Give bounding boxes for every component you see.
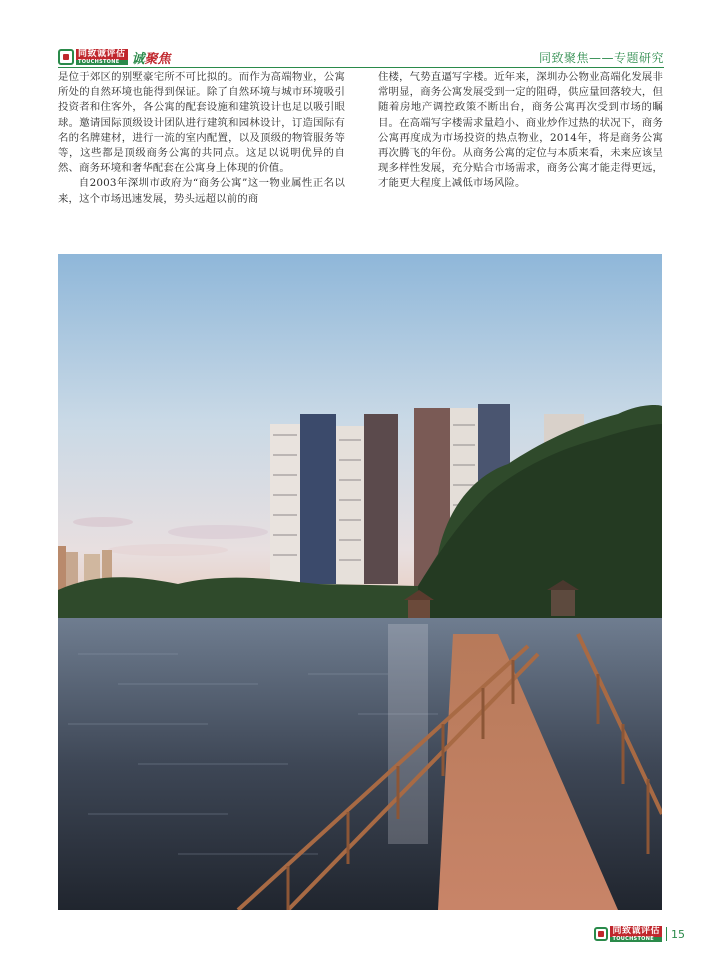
lake-boardwalk-photo (58, 254, 662, 910)
page-number: 15 (671, 927, 685, 941)
page-header (58, 48, 664, 68)
footer-logo-mark-icon (594, 927, 608, 941)
logo-chinese-name: 同致诚评估 (78, 49, 126, 59)
logo-english-name: TOUCHSTONE (76, 60, 128, 65)
paragraph: 自2003年深圳市政府为“商务公寓”这一物业属性正名以来，这个市场迅速发展，势头远超以前的商 (58, 177, 345, 205)
paragraph: 住楼，气势直逼写字楼。近年来，深圳办公物业高端化发展非常明显，商务公寓发展受到一定的阻碍，供应量回落较大，但随着房地产调控政策不断出台，商务公寓再次受到市场的瞩目。在高端写字楼需求量趋小、商业炒作过热的状况下，商务公寓再度成为市场投资的热点物业，2014年，将是商务公寓再次腾飞的年份。从商务公寓的定位与本质来看，未来应该呈现多样性发展，充分贴合市场需求，商务公寓才能走得更远，才能更大程度上减低市场风险。 (378, 71, 663, 190)
brand-logo (58, 48, 171, 66)
section-title: 同致聚焦——专题研究 (538, 51, 664, 65)
footer-logo (594, 925, 662, 943)
brand-script (132, 48, 171, 67)
footer-logo-chinese-name: 同致诚评估 (612, 926, 660, 936)
article-column-right (378, 70, 663, 192)
article-column-left (58, 70, 345, 207)
header-divider (58, 67, 664, 68)
footer-divider (666, 927, 667, 941)
paragraph: 是位于郊区的别墅豪宅所不可比拟的。而作为高端物业，公寓所处的自然环境也能得到保证。除了自然环境与城市环境吸引投资者和住客外，各公寓的配套设施和建筑设计也足以吸引眼球。邀请国际顶级设计团队进行建筑和园林设计，订造国际有名的名牌建材，进行一流的室内配置，以及顶级的物管服务等等，这些都是顶级商务公寓的共同点。这足以说明优异的自然、商务环境和奢华配套在公寓身上体现的价值。 (58, 71, 345, 175)
logo-mark-icon (58, 49, 74, 65)
page-footer (594, 925, 685, 943)
footer-logo-english-name: TOUCHSTONE (610, 937, 662, 942)
brand-script-b: 聚焦 (144, 51, 171, 67)
brand-script-a: 诚 (131, 51, 145, 67)
